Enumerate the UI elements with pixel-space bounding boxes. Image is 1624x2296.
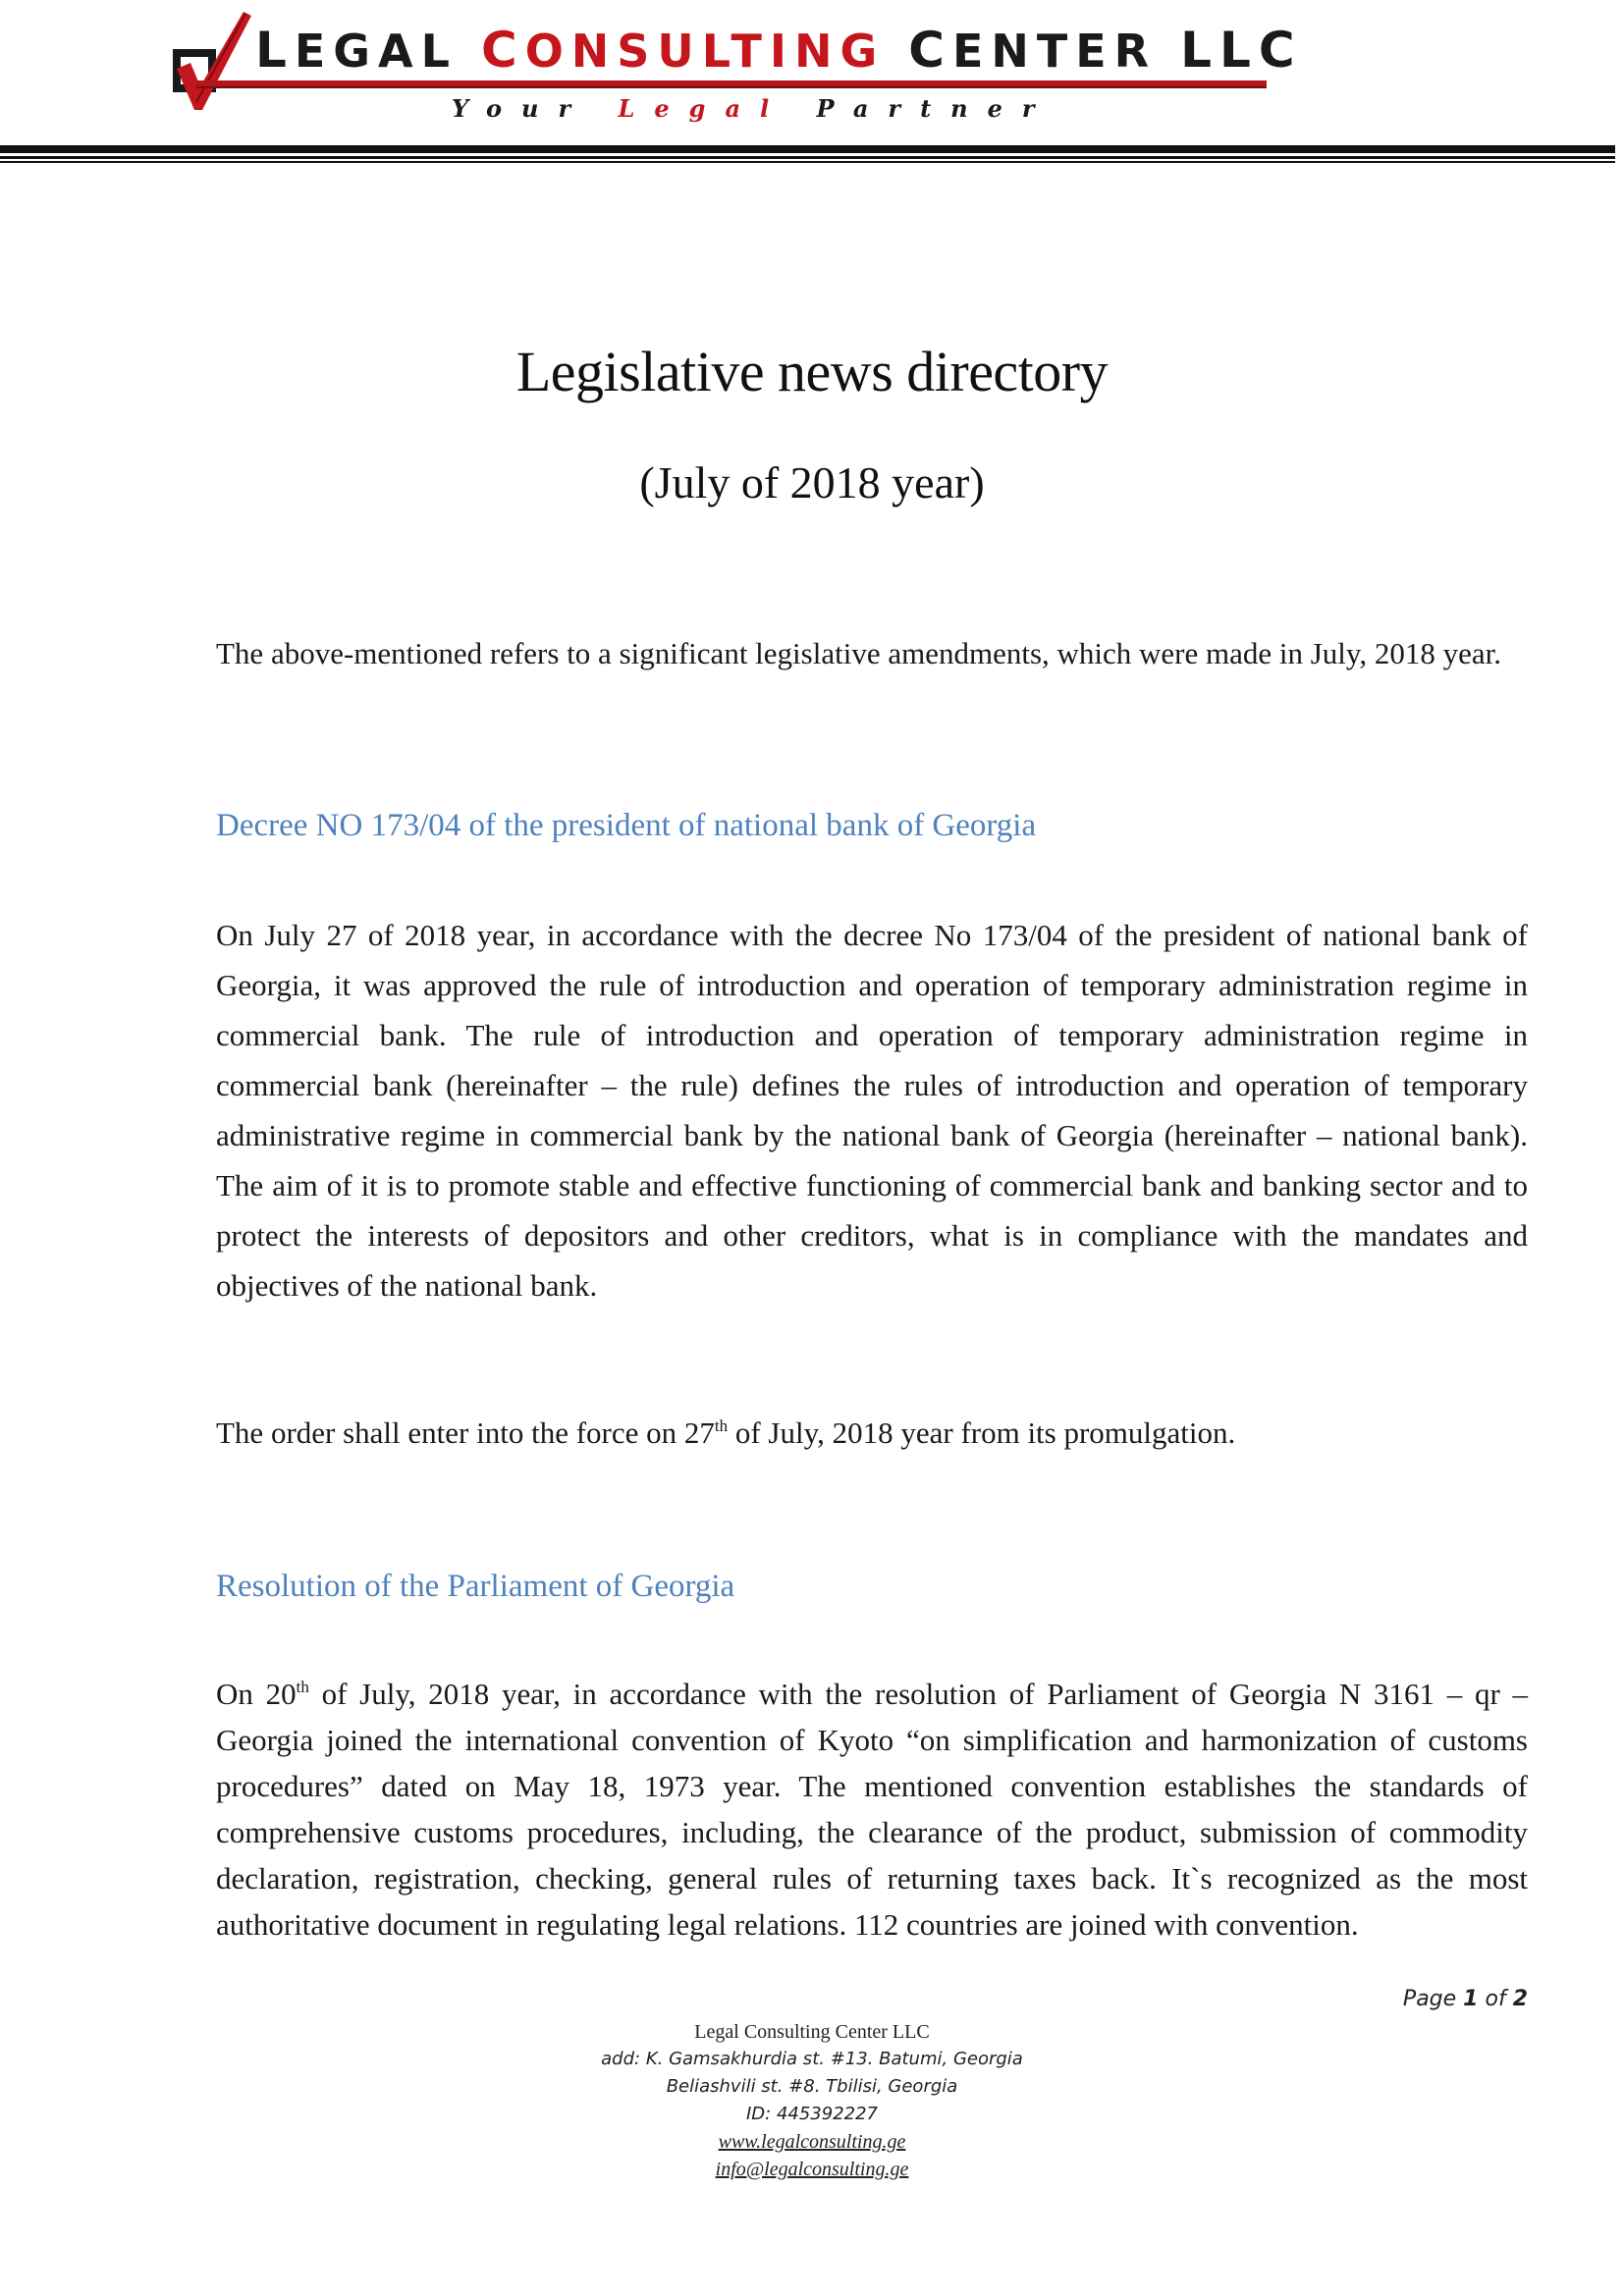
page-subtitle: (July of 2018 year) — [639, 457, 985, 507]
footer-address-tbilisi: Beliashvili st. #8. Tbilisi, Georgia — [666, 2076, 958, 2097]
decree-force-paragraph: The order shall enter into the force on 27th of July, 2018 year from its promulgation. — [216, 1415, 1236, 1450]
section-heading-decree: Decree NO 173/04 of the president of national bank of Georgia — [216, 808, 1037, 843]
letterhead — [0, 0, 1624, 177]
page-footer — [0, 2018, 1624, 2183]
footer-company: Legal Consulting Center LLC — [694, 2021, 930, 2043]
tagline: Your Legal Partner — [452, 94, 1055, 123]
footer-website-link[interactable]: www.legalconsulting.ge — [718, 2131, 906, 2153]
footer-address-batumi: add: K. Gamsakhurdia st. #13. Batumi, Georgia — [601, 2049, 1023, 2069]
company-name: LEGAL CONSULTING CENTER LLC — [255, 22, 1303, 79]
resolution-paragraph: On 20th of July, 2018 year, in accordance with the resolution of Parliament of Georgia N 3161 – qr – Georgia joined the international convention of Kyoto “on simplification and harmonization of customs procedures” dated on May 18, 1973 year. The mentioned convention establishes the standards of comprehensive customs procedures, including, the clearance of the product, submission of commodity declaration, registration, checking, general rules of returning taxes back. It`s recognized as the most authoritative document in regulating legal relations. 112 countries are joined with convention. — [216, 1677, 1528, 1942]
footer-id: ID: 445392227 — [745, 2104, 879, 2124]
letterhead-red-rule — [196, 80, 1267, 88]
section-heading-resolution: Resolution of the Parliament of Georgia — [216, 1569, 735, 1604]
footer-email-link[interactable]: info@legalconsulting.ge — [715, 2159, 909, 2180]
decree-paragraph: On July 27 of 2018 year, in accordance with the decree No 173/04 of the president of national bank of Georgia, it was approved the rule of introduction and operation of temporary administration regime in commercial bank. The rule of introduction and operation of temporary administration regime in commercial bank (hereinafter – the rule) defines the rules of introduction and operation of temporary administrative regime in commercial bank by the national bank of Georgia (hereinafter – national bank). The aim of it is to promote stable and effective functioning of commercial bank and banking sector and to protect the interests of depositors and other creditors, what is in compliance with the mandates and objectives of the national bank. — [216, 918, 1528, 1303]
page-number: Page 1 of 2 — [1402, 1987, 1528, 2011]
intro-paragraph: The above-mentioned refers to a significant legislative amendments, which were made in July, 2018 year. — [216, 636, 1502, 670]
header-divider — [0, 145, 1624, 167]
checkmark-logo-icon — [167, 8, 265, 116]
page-title: Legislative news directory — [515, 340, 1109, 403]
